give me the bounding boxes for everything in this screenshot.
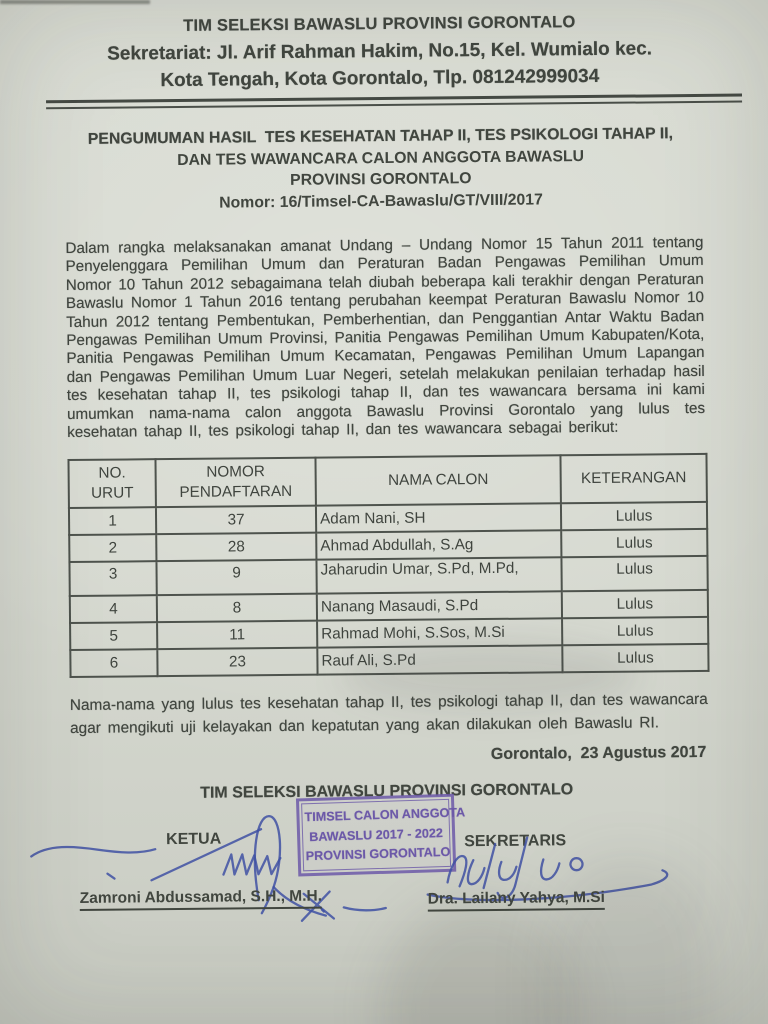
cell-nama: Rauf Ali, S.Pd	[317, 646, 562, 675]
announcement-title-line2: DAN TES WAWANCARA CALON ANGGOTA BAWASLU	[177, 147, 585, 169]
photo-edge-artifact	[0, 0, 150, 4]
cell-nama: Jaharudin Umar, S.Pd, M.Pd,	[316, 558, 561, 594]
letterhead-address-line2: Kota Tengah, Kota Gorontalo, Tlp. 081242999034	[160, 65, 600, 92]
cell-nama: Ahmad Abdullah, S.Ag	[316, 531, 561, 560]
date-line: Gorontalo, 23 Agustus 2017	[490, 744, 707, 764]
letterhead-org-name: TIM SELEKSI BAWASLU PROVINSI GORONTALO	[183, 13, 576, 35]
cell-nama: Nanang Masaudi, S.Pd	[317, 592, 562, 621]
col-header-nama-calon: NAMA CALON	[315, 456, 560, 506]
cell-keterangan: Lulus	[562, 617, 708, 645]
ketua-name: Zamroni Abdussamad, S.H., M.H.	[80, 888, 322, 911]
cell-nomor: 23	[157, 648, 317, 677]
body-paragraph: Dalam rangka melaksanakan amanat Undang – Undang Nomor 15 Tahun 2011 tentang Penyelenggara Pemilihan Umum dan Peraturan Badan Pengawas Pemilihan Umum Nomor 10 Tahun 2012 sebagaimana telah diubah beberapa kali terakhir dengan Peraturan Bawaslu Nomor 1 Tahun 2016 tentang perubahan keempat Peraturan Bawaslu Nomor 10 Tahun 2012 tentang Pembentukan, Pemberhentian, dan Penggantian Antar Waktu Badan Pengawas Pemilihan Umum Provinsi, Panitia Pengawas Pemilihan Umum Kabupaten/Kota, Panitia Pengawas Pemilihan Umum Kecamatan, Pengawas Pemilihan Umum Lapangan dan Pengawas Pemilihan Umum Luar Negeri, setelah melakukan penilaian terhadap hasil tes kesehatan tahap II, tes psikologi tahap II, dan tes wawancara bersama ini kami umumkan nama-nama calon anggota Bawaslu Provinsi Gorontalo yang lulus tes kesehatan tahap II, tes psikologi tahap II, dan tes wawancara sebagai berikut:	[65, 233, 706, 442]
ketua-label: KETUA	[166, 831, 222, 849]
stamp-line1: TIMSEL CALON ANGGOTA	[304, 805, 466, 825]
cell-nomor: 9	[156, 560, 316, 596]
announcement-title-line1: PENGUMUMAN HASIL TES KESEHATAN TAHAP II, TES PSIKOLOGI TAHAP II,	[87, 125, 674, 148]
cell-nomor: 37	[156, 506, 316, 535]
col-header-no-urut: NO. URUT	[68, 460, 155, 509]
cell-no: 6	[70, 650, 157, 678]
announcement-title-line3: PROVINSI GORONTALO	[290, 170, 472, 189]
sekretaris-label: SEKRETARIS	[464, 832, 567, 851]
cell-nomor: 8	[157, 594, 317, 623]
cell-nama: Adam Nani, SH	[316, 504, 561, 533]
cell-nama: Rahmad Mohi, S.Sos, M.Si	[317, 619, 562, 648]
results-table	[67, 453, 709, 678]
cell-keterangan: Lulus	[561, 556, 707, 591]
signature-heading: TIM SELEKSI BAWASLU PROVINSI GORONTALO	[200, 781, 574, 803]
cell-no: 5	[70, 623, 157, 651]
cell-keterangan: Lulus	[562, 644, 708, 672]
cell-nomor: 28	[156, 533, 316, 562]
table-header-row	[68, 454, 706, 508]
closing-paragraph: Nama-nama yang lulus tes kesehatan tahap II, tes psikologi tahap II, dan tes wawancara agar mengikuti uji kelayakan dan kepatutan yang akan dilakukan oleh Bawaslu RI.	[69, 691, 708, 738]
stamp-line3: PROVINSI GORONTALO	[305, 845, 451, 864]
signature-block	[3, 778, 768, 1008]
col-header-keterangan: KETERANGAN	[560, 454, 706, 503]
cell-no: 4	[70, 596, 157, 624]
cell-nomor: 11	[157, 621, 317, 650]
cell-keterangan: Lulus	[561, 529, 707, 557]
sekretaris-name: Dra. Lailany Yahya, M.Si	[428, 889, 605, 912]
letterhead-address-line1: Sekretariat: Jl. Arif Rahman Hakim, No.15, Kel. Wumialo kec.	[107, 38, 653, 65]
letter-number: Nomor: 16/Timsel-CA-Bawaslu/GT/VIII/2017	[219, 190, 543, 212]
col-header-nomor-pendaftaran: NOMOR PENDAFTARAN	[155, 458, 315, 508]
cell-no: 2	[69, 535, 156, 563]
cell-keterangan: Lulus	[561, 502, 707, 530]
table-row	[70, 644, 708, 677]
cell-no: 1	[69, 508, 156, 536]
stamp-line2: BAWASLU 2017 - 2022	[309, 826, 444, 845]
cell-keterangan: Lulus	[562, 590, 708, 618]
letterhead-divider	[46, 94, 742, 110]
cell-no: 3	[69, 562, 156, 597]
